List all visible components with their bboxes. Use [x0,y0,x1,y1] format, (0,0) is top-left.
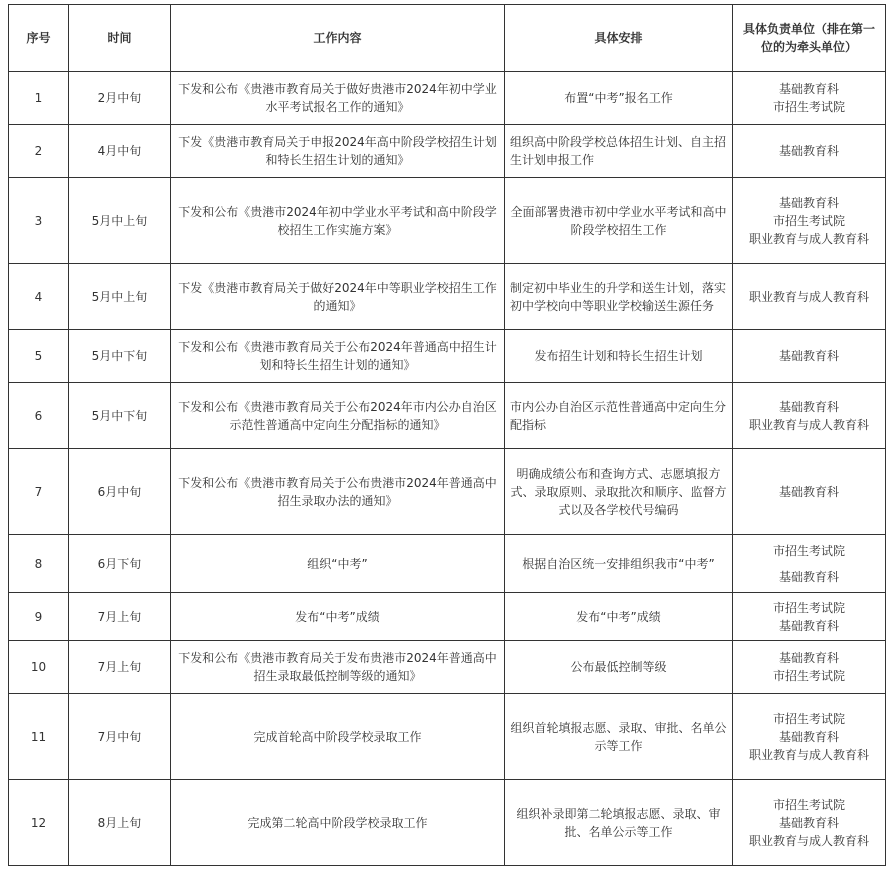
unit-name: 基础教育科 [778,144,839,158]
cell-seq: 5 [9,330,69,383]
cell-content: 下发和公布《贵港市教育局关于公布2024年市内公办自治区示范性普通高中定向生分配指标的通知》 [171,383,505,449]
cell-units [733,593,886,641]
unit-name: 基础教育科 [778,82,839,96]
unit-name: 市招生考试院 [772,797,845,812]
cell-arrangement: 组织高中阶段学校总体招生计划、自主招生计划申报工作 [505,125,733,178]
unit-name: 市招生考试院 [772,711,845,726]
cell-time: 8月上旬 [69,780,171,866]
cell-arrangement: 明确成绩公布和查询方式、志愿填报方式、录取原则、录取批次和顺序、监督方式以及各学校代号编码 [505,449,733,535]
cell-seq: 11 [9,694,69,780]
cell-units [733,178,886,264]
cell-arrangement: 组织补录即第二轮填报志愿、录取、审批、名单公示等工作 [505,780,733,866]
table-row [9,535,886,593]
unit-name: 基础教育科 [778,195,839,210]
cell-content: 下发《贵港市教育局关于申报2024年高中阶段学校招生计划和特长生招生计划的通知》 [171,125,505,178]
cell-seq: 10 [9,641,69,694]
cell-time: 6月下旬 [69,535,171,593]
cell-seq: 12 [9,780,69,866]
unit-name: 市招生考试院 [772,100,845,114]
cell-content: 下发和公布《贵港市教育局关于公布贵港市2024年普通高中招生录取办法的通知》 [171,449,505,535]
schedule-table [8,4,886,866]
unit-name: 基础教育科 [778,349,839,363]
header-time: 时间 [69,5,171,72]
header-seq: 序号 [9,5,69,72]
table-header-row [9,5,886,72]
cell-arrangement: 发布招生计划和特长生招生计划 [505,330,733,383]
cell-time: 4月中旬 [69,125,171,178]
cell-units [733,780,886,866]
cell-content: 下发和公布《贵港市教育局关于发布贵港市2024年普通高中招生录取最低控制等级的通知》 [171,641,505,694]
cell-units [733,330,886,383]
cell-units [733,535,886,593]
unit-name: 基础教育科 [778,399,839,414]
table-row [9,178,886,264]
cell-seq: 7 [9,449,69,535]
table-row [9,593,886,641]
cell-time: 5月中上旬 [69,178,171,264]
cell-time: 5月中下旬 [69,383,171,449]
unit-name: 基础教育科 [778,618,839,633]
cell-content: 完成第二轮高中阶段学校录取工作 [171,780,505,866]
table-row [9,694,886,780]
cell-seq: 3 [9,178,69,264]
cell-content: 完成首轮高中阶段学校录取工作 [171,694,505,780]
header-unit: 具体负责单位（排在第一位的为牵头单位） [733,5,886,72]
cell-units [733,449,886,535]
unit-name: 基础教育科 [778,815,839,830]
unit-name: 市招生考试院 [772,213,845,228]
table-row [9,330,886,383]
unit-name: 市招生考试院 [772,600,845,615]
cell-units [733,383,886,449]
unit-name: 职业教育与成人教育科 [748,231,869,246]
table-row [9,72,886,125]
cell-arrangement: 全面部署贵港市初中学业水平考试和高中阶段学校招生工作 [505,178,733,264]
header-arrangement: 具体安排 [505,5,733,72]
cell-units [733,641,886,694]
cell-seq: 9 [9,593,69,641]
cell-time: 6月中旬 [69,449,171,535]
table-row [9,449,886,535]
unit-name: 职业教育与成人教育科 [748,289,869,304]
cell-content: 下发《贵港市教育局关于做好2024年中等职业学校招生工作的通知》 [171,264,505,330]
cell-arrangement: 市内公办自治区示范性普通高中定向生分配指标 [505,383,733,449]
cell-time: 5月中上旬 [69,264,171,330]
header-content: 工作内容 [171,5,505,72]
table-row [9,125,886,178]
cell-seq: 6 [9,383,69,449]
unit-name: 职业教育与成人教育科 [748,747,869,762]
cell-time: 5月中下旬 [69,330,171,383]
cell-content: 下发和公布《贵港市教育局关于做好贵港市2024年初中学业水平考试报名工作的通知》 [171,72,505,125]
unit-name: 基础教育科 [778,484,839,499]
cell-time: 7月中旬 [69,694,171,780]
unit-name: 基础教育科 [778,569,839,584]
cell-time: 7月上旬 [69,593,171,641]
cell-seq: 4 [9,264,69,330]
cell-units [733,264,886,330]
cell-content: 组织“中考” [171,535,505,593]
table-row [9,383,886,449]
cell-units [733,125,886,178]
cell-content: 下发和公布《贵港市2024年初中学业水平考试和高中阶段学校招生工作实施方案》 [171,178,505,264]
cell-arrangement: 布置“中考”报名工作 [505,72,733,125]
unit-name: 市招生考试院 [772,543,845,558]
table-row [9,264,886,330]
cell-arrangement: 组织首轮填报志愿、录取、审批、名单公示等工作 [505,694,733,780]
cell-arrangement: 制定初中毕业生的升学和送生计划，落实初中学校向中等职业学校输送生源任务 [505,264,733,330]
unit-name: 职业教育与成人教育科 [748,833,869,848]
table-row [9,780,886,866]
cell-arrangement: 发布“中考”成绩 [505,593,733,641]
cell-units [733,694,886,780]
unit-name: 基础教育科 [778,729,839,744]
table-row [9,641,886,694]
unit-name: 职业教育与成人教育科 [748,417,869,432]
cell-time: 2月中旬 [69,72,171,125]
cell-arrangement: 根据自治区统一安排组织我市“中考” [505,535,733,593]
cell-content: 下发和公布《贵港市教育局关于公布2024年普通高中招生计划和特长生招生计划的通知》 [171,330,505,383]
cell-units [733,72,886,125]
cell-seq: 8 [9,535,69,593]
unit-name: 市招生考试院 [772,669,845,683]
cell-seq: 1 [9,72,69,125]
cell-arrangement: 公布最低控制等级 [505,641,733,694]
cell-seq: 2 [9,125,69,178]
cell-time: 7月上旬 [69,641,171,694]
cell-content: 发布“中考”成绩 [171,593,505,641]
unit-name: 基础教育科 [778,651,839,665]
